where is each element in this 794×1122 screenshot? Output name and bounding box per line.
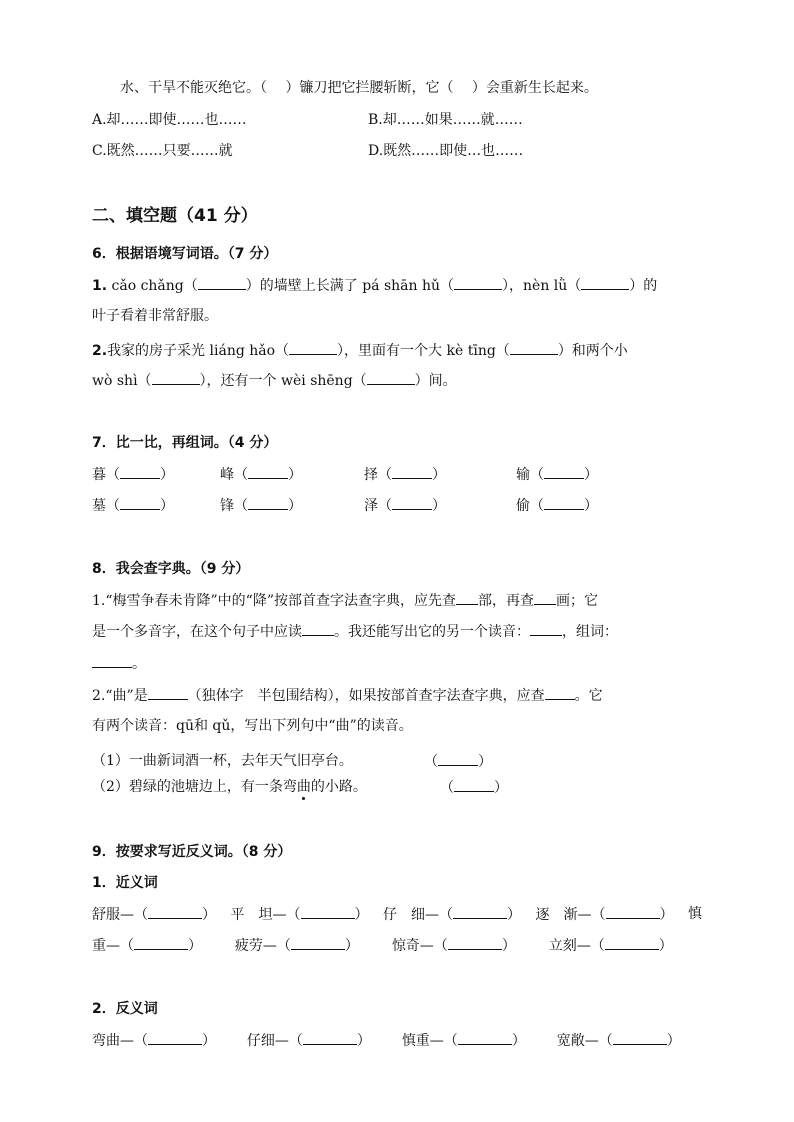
q9-item: 立刻—（ ） — [549, 938, 673, 954]
answer-blank[interactable] — [545, 685, 575, 700]
answer-blank[interactable] — [530, 621, 562, 636]
q9-item: 惊奇—（ ） — [392, 938, 516, 954]
q6-sentence1 — [92, 275, 657, 296]
q6-s2-text: ）和两个小 — [557, 343, 628, 359]
q5-line: 水、干旱不能灭绝它。（ ）镰刀把它拦腰斩断，它（ ）会重新生长起来。 — [120, 80, 598, 96]
q9-antonym-row — [92, 1030, 681, 1051]
q9-item: 慎重—（ ） — [402, 1033, 526, 1049]
answer-blank[interactable] — [120, 464, 160, 479]
answer-blank[interactable] — [367, 370, 415, 385]
answer-blank[interactable] — [152, 370, 200, 385]
answer-blank[interactable] — [456, 590, 478, 605]
answer-blank[interactable] — [605, 935, 659, 950]
q7-item: 泽（ ） — [364, 495, 446, 516]
q8-item-2: （2）碧绿的池塘边上，有一条弯曲的小路。 — [92, 779, 367, 795]
answer-blank[interactable] — [148, 904, 202, 919]
q6-s1-text: cǎo chǎng（ — [107, 278, 198, 294]
answer-blank[interactable] — [606, 904, 660, 919]
answer-blank[interactable] — [301, 904, 355, 919]
q8-title: 8．我会查字典。（9 分） — [92, 561, 250, 577]
q8-item-1: （1）一曲新词酒一杯，去年天气旧亭台。 — [92, 753, 353, 769]
q8-part1-line2: 是一个多音字，在这个句子中应读 。我还能写出它的另一个读音： ，组词： — [92, 621, 618, 642]
q6-s1-text: ）的墙壁上长满了 pá shān hǔ（ — [245, 278, 455, 294]
q9-synonym-row1 — [92, 904, 702, 925]
answer-blank[interactable] — [454, 275, 502, 290]
q7-item: 墓（ ） — [92, 495, 174, 516]
answer-blank[interactable] — [248, 464, 288, 479]
q6-sentence1-line2: 叶子看着非常舒服。 — [92, 308, 218, 324]
answer-blank[interactable] — [453, 904, 507, 919]
q9-item: 弯曲—（ ） — [92, 1033, 216, 1049]
section-title: 二、填空题（41 分） — [92, 206, 258, 226]
emphasis-char: 曲 — [296, 779, 311, 795]
answer-blank[interactable] — [510, 340, 558, 355]
q7-item: 择（ ） — [364, 464, 446, 485]
q9-item: 重—（ ） — [92, 938, 202, 954]
q9-item: 仔 细—（ ） — [383, 904, 521, 925]
answer-blank[interactable] — [581, 275, 629, 290]
q6-sentence2-line2 — [92, 370, 457, 391]
answer-blank[interactable] — [613, 1030, 667, 1045]
q6-s2-text: ），还有一个 wèi shēng（ — [199, 373, 367, 389]
q8-item-1-answer: （ ） — [424, 751, 492, 772]
q6-s2-num: 2. — [92, 343, 108, 359]
q5-option-a: A.却……即使……也…… — [92, 112, 247, 128]
answer-blank[interactable] — [392, 464, 432, 479]
q8-item-2-answer: （ ） — [440, 777, 508, 798]
q9-item: 宽敞—（ ） — [557, 1033, 681, 1049]
answer-blank[interactable] — [458, 1030, 512, 1045]
answer-blank[interactable] — [291, 935, 345, 950]
q9-item: 仔细—（ ） — [247, 1033, 371, 1049]
q7-title: 7．比一比，再组词。（4 分） — [92, 435, 278, 451]
q6-s1-num: 1. — [92, 278, 108, 294]
q5-option-c: C.既然……只要……就 — [92, 143, 233, 159]
q6-s2-text: ）间。 — [414, 373, 457, 389]
answer-blank[interactable] — [544, 495, 584, 510]
q7-item: 锋（ ） — [220, 495, 302, 516]
q7-item: 偷（ ） — [516, 495, 598, 516]
q8-part1: 1.“梅雪争春未肯降”中的“降”按部首查字法查字典，应先查 部，再查 画；它 — [92, 590, 598, 611]
q7-item: 暮（ ） — [92, 464, 174, 485]
answer-blank[interactable] — [392, 495, 432, 510]
q6-title: 6．根据语境写词语。（7 分） — [92, 246, 278, 262]
q7-item: 峰（ ） — [220, 464, 302, 485]
answer-blank[interactable] — [544, 464, 584, 479]
q9-item: 舒服—（ ） — [92, 904, 216, 925]
answer-blank[interactable] — [534, 590, 556, 605]
answer-blank[interactable] — [302, 621, 334, 636]
answer-blank[interactable] — [134, 935, 188, 950]
q6-s2-text: ），里面有一个大 kè tīng（ — [337, 343, 510, 359]
answer-blank[interactable] — [303, 1030, 357, 1045]
answer-blank[interactable] — [198, 275, 246, 290]
answer-blank[interactable] — [454, 777, 494, 792]
q5-option-d: D.既然……即使…也…… — [368, 143, 524, 159]
answer-blank[interactable] — [92, 653, 132, 668]
answer-blank[interactable] — [248, 495, 288, 510]
q9-item-start: 慎 — [688, 906, 702, 922]
q6-s1-text: ），nèn lǜ（ — [502, 278, 582, 294]
q9-title: 9．按要求写近反义词。（8 分） — [92, 844, 292, 860]
answer-blank[interactable] — [289, 340, 337, 355]
q9-item: 逐 渐—（ ） — [536, 904, 674, 925]
answer-blank[interactable] — [120, 495, 160, 510]
q6-s1-text: ）的 — [629, 278, 658, 294]
q9-synonym-title: 1．近义词 — [92, 875, 158, 891]
q8-part2-line2: 有两个读音：qū和 qǔ，写出下列句中“曲”的读音。 — [92, 718, 413, 734]
q7-item: 输（ ） — [516, 464, 598, 485]
q6-s2-text: 我家的房子采光 liáng hǎo（ — [107, 343, 290, 359]
q9-item: 平 坦—（ ） — [231, 904, 369, 925]
q9-antonym-title: 2．反义词 — [92, 1001, 158, 1017]
q5-option-b: B.却……如果……就…… — [368, 112, 523, 128]
answer-blank[interactable] — [438, 751, 478, 766]
answer-blank[interactable] — [148, 1030, 202, 1045]
q8-part1-line3: 。 — [92, 653, 146, 674]
q6-s2-text: wò shì（ — [92, 373, 152, 389]
answer-blank[interactable] — [448, 935, 502, 950]
q8-part2: 2.“曲”是 （独体字 半包围结构），如果按部首查字法查字典，应查 。它 — [92, 685, 603, 706]
q6-sentence2 — [92, 340, 628, 361]
q9-synonym-row2 — [92, 935, 673, 956]
q9-item: 疲劳—（ ） — [235, 938, 359, 954]
answer-blank[interactable] — [148, 685, 188, 700]
